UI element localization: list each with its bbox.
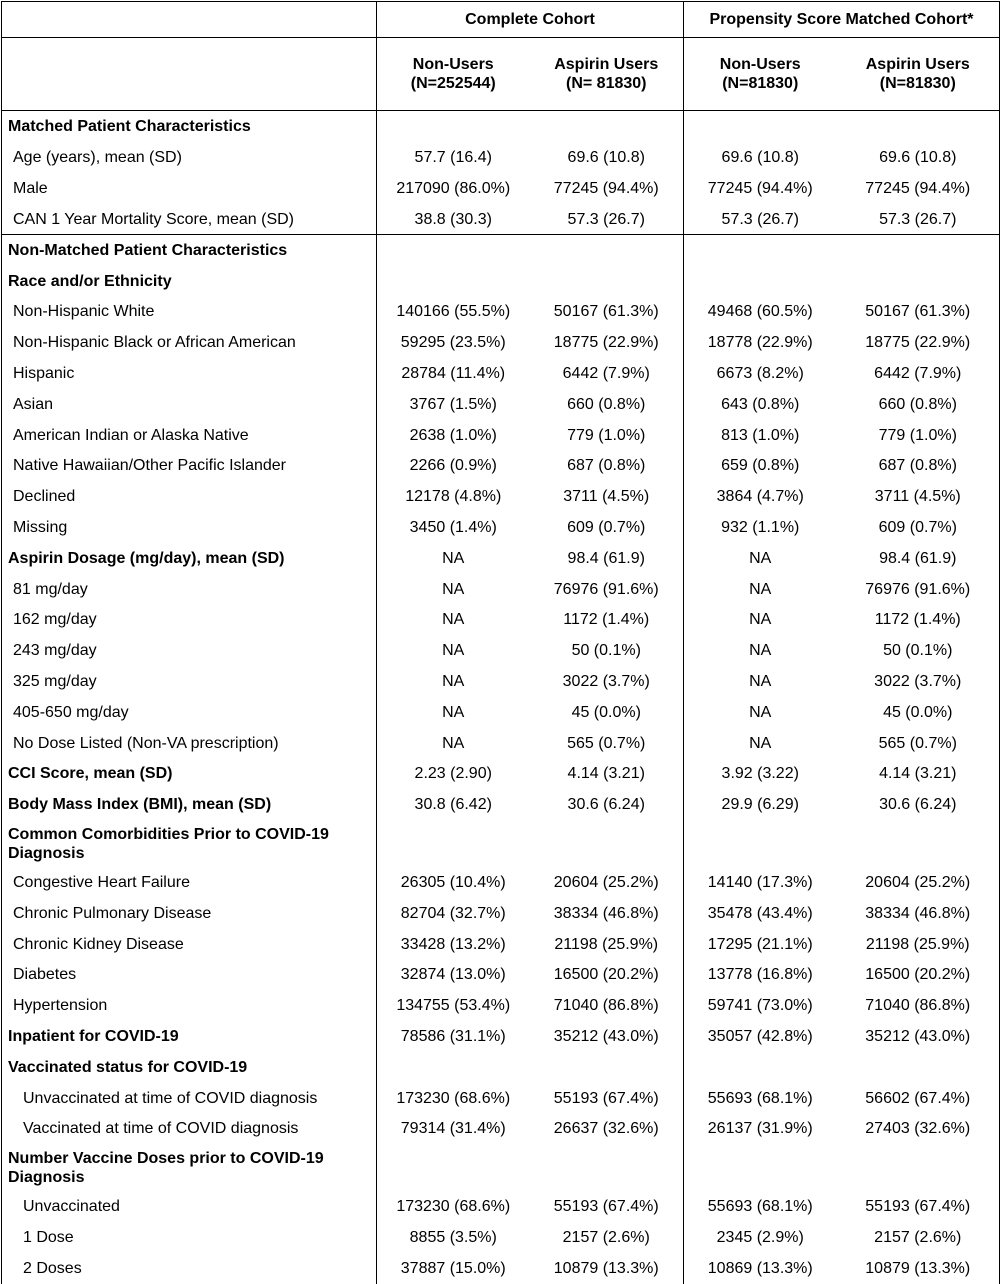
value-cell: 779 (1.0%): [837, 420, 1000, 451]
value-cell: [530, 111, 684, 143]
value-cell: 10879 (13.3%): [837, 1253, 1000, 1284]
value-cell: [684, 266, 837, 297]
value-cell: 37887 (15.0%): [377, 1253, 530, 1284]
value-cell: 4.14 (3.21): [837, 758, 1000, 789]
table-row: [2, 1222, 1000, 1253]
value-cell: 50 (0.1%): [571, 642, 641, 660]
value-cell: [530, 266, 684, 297]
row-label: Common Comorbidities Prior to COVID-19 Diagnosis: [2, 820, 377, 867]
value-cell: [377, 266, 530, 297]
value-cell: 57.3 (26.7): [567, 210, 645, 228]
table-row: [2, 450, 1000, 481]
value-cell: 32874 (13.0%): [377, 959, 530, 990]
value-cell: 3450 (1.4%): [377, 512, 530, 543]
table-row: [2, 266, 1000, 297]
row-label: Unvaccinated at time of COVID diagnosis: [2, 1083, 377, 1114]
table-row: [2, 1144, 1000, 1191]
value-cell: 29.9 (6.29): [684, 789, 837, 820]
value-cell: [530, 235, 684, 266]
corner-cell: [2, 2, 377, 38]
table-row: [2, 327, 1000, 358]
value-cell: NA: [684, 604, 837, 635]
value-cell: 779 (1.0%): [567, 426, 646, 444]
row-label: 162 mg/day: [2, 604, 377, 635]
row-label: Aspirin Dosage (mg/day), mean (SD): [2, 543, 377, 574]
value-cell: 30.6 (6.24): [837, 789, 1000, 820]
col-title: Non-Users: [412, 56, 494, 73]
value-cell: 8855 (3.5%): [377, 1222, 530, 1253]
value-cell: 3711 (4.5%): [563, 488, 650, 506]
value-cell: [684, 820, 837, 867]
table-row: [2, 358, 1000, 389]
row-label: 81 mg/day: [2, 574, 377, 605]
value-cell: 98.4 (61.9): [837, 543, 1000, 574]
table-row: [2, 143, 1000, 174]
row-label: Congestive Heart Failure: [2, 867, 377, 898]
value-cell: 77245 (94.4%): [684, 173, 837, 204]
row-label: Diabetes: [2, 959, 377, 990]
value-cell: NA: [377, 697, 530, 728]
table-row: [2, 867, 1000, 898]
value-cell: 26137 (31.9%): [684, 1113, 837, 1144]
value-cell: 33428 (13.2%): [377, 929, 530, 960]
value-cell: 16500 (20.2%): [553, 966, 659, 984]
value-cell: 49468 (60.5%): [684, 296, 837, 327]
value-cell: 687 (0.8%): [837, 450, 1000, 481]
value-cell: 1172 (1.4%): [837, 604, 1000, 635]
value-cell: [837, 820, 1000, 867]
table-row: [2, 1083, 1000, 1114]
value-cell: 687 (0.8%): [567, 457, 646, 475]
value-cell: 82704 (32.7%): [377, 898, 530, 929]
value-cell: 79314 (31.4%): [377, 1113, 530, 1144]
value-cell: 45 (0.0%): [837, 697, 1000, 728]
row-label: Inpatient for COVID-19: [2, 1021, 377, 1052]
value-cell: 609 (0.7%): [567, 518, 646, 536]
value-cell: 76976 (91.6%): [837, 574, 1000, 605]
row-label: Age (years), mean (SD): [2, 143, 377, 174]
table-row: [2, 959, 1000, 990]
value-cell: 18775 (22.9%): [553, 334, 659, 352]
row-label: Unvaccinated: [2, 1191, 377, 1222]
value-cell: 55693 (68.1%): [684, 1191, 837, 1222]
table-row: [2, 574, 1000, 605]
table-row: [2, 420, 1000, 451]
value-cell: 660 (0.8%): [567, 395, 646, 413]
value-cell: 565 (0.7%): [567, 734, 646, 752]
value-cell: 69.6 (10.8): [567, 149, 645, 167]
row-label: 405-650 mg/day: [2, 697, 377, 728]
value-cell: 6442 (7.9%): [837, 358, 1000, 389]
value-cell: 3.92 (3.22): [684, 758, 837, 789]
value-cell: 38334 (46.8%): [553, 904, 659, 922]
value-cell: 10879 (13.3%): [553, 1259, 659, 1277]
table-row: [2, 235, 1000, 266]
value-cell: [837, 1052, 1000, 1083]
value-cell: NA: [684, 728, 837, 759]
value-cell: 21198 (25.9%): [837, 929, 1000, 960]
row-label: Vaccinated status for COVID-19: [2, 1052, 377, 1083]
table-row: [2, 512, 1000, 543]
value-cell: 3022 (3.7%): [562, 672, 650, 690]
value-cell: 50167 (61.3%): [553, 303, 659, 321]
col-n: (N= 81830): [566, 75, 647, 92]
value-cell: 35212 (43.0%): [837, 1021, 1000, 1052]
value-cell: 38.8 (30.3): [377, 204, 530, 235]
value-cell: 660 (0.8%): [837, 389, 1000, 420]
value-cell: 565 (0.7%): [837, 728, 1000, 759]
value-cell: 609 (0.7%): [837, 512, 1000, 543]
value-cell: 173230 (68.6%): [377, 1083, 530, 1114]
value-cell: 77245 (94.4%): [553, 180, 659, 198]
complete-cohort-header: Complete Cohort: [377, 2, 684, 38]
table-row: [2, 543, 1000, 574]
value-cell: 2638 (1.0%): [377, 420, 530, 451]
value-cell: 26637 (32.6%): [553, 1120, 659, 1138]
row-label: Native Hawaiian/Other Pacific Islander: [2, 450, 377, 481]
value-cell: 134755 (53.4%): [377, 990, 530, 1021]
row-label: 2 Doses: [2, 1253, 377, 1284]
value-cell: 28784 (11.4%): [377, 358, 530, 389]
value-cell: 98.4 (61.9): [567, 549, 645, 567]
value-cell: 173230 (68.6%): [377, 1191, 530, 1222]
value-cell: [377, 1144, 530, 1191]
col-n: (N=81830): [722, 75, 799, 92]
value-cell: 18775 (22.9%): [837, 327, 1000, 358]
table-row: [2, 1191, 1000, 1222]
row-label: CAN 1 Year Mortality Score, mean (SD): [2, 204, 377, 235]
table-row: [2, 204, 1000, 235]
row-label: Declined: [2, 481, 377, 512]
value-cell: [837, 235, 1000, 266]
value-cell: [684, 111, 837, 143]
value-cell: 1172 (1.4%): [563, 611, 650, 629]
value-cell: 56602 (67.4%): [837, 1083, 1000, 1114]
value-cell: 26305 (10.4%): [377, 867, 530, 898]
value-cell: 71040 (86.8%): [553, 997, 659, 1015]
column-header-row: [2, 38, 1000, 111]
value-cell: 71040 (86.8%): [837, 990, 1000, 1021]
col-header-psm-aspirin: [837, 38, 1000, 111]
value-cell: NA: [377, 543, 530, 574]
value-cell: [684, 1144, 837, 1191]
value-cell: 3864 (4.7%): [684, 481, 837, 512]
table-row: [2, 728, 1000, 759]
table-row: [2, 481, 1000, 512]
value-cell: NA: [684, 635, 837, 666]
value-cell: 13778 (16.8%): [684, 959, 837, 990]
value-cell: 3767 (1.5%): [377, 389, 530, 420]
value-cell: 55193 (67.4%): [553, 1198, 659, 1216]
value-cell: 38334 (46.8%): [837, 898, 1000, 929]
col-header-psm-nonusers: [684, 38, 837, 111]
value-cell: 10869 (13.3%): [684, 1253, 837, 1284]
value-cell: [377, 820, 530, 867]
value-cell: 6673 (8.2%): [684, 358, 837, 389]
value-cell: 35057 (42.8%): [684, 1021, 837, 1052]
value-cell: 78586 (31.1%): [377, 1021, 530, 1052]
value-cell: 2266 (0.9%): [377, 450, 530, 481]
value-cell: 18778 (22.9%): [684, 327, 837, 358]
value-cell: 2157 (2.6%): [837, 1222, 1000, 1253]
row-label: Hypertension: [2, 990, 377, 1021]
table-row: [2, 1021, 1000, 1052]
value-cell: 2157 (2.6%): [562, 1228, 650, 1246]
value-cell: [684, 1052, 837, 1083]
col-header-complete-nonusers: [377, 38, 530, 111]
cohort-group-header-row: [2, 2, 1000, 38]
row-label: 243 mg/day: [2, 635, 377, 666]
col-n: (N=252544): [410, 75, 496, 92]
table-row: [2, 1113, 1000, 1144]
value-cell: NA: [377, 666, 530, 697]
col-n: (N=81830): [879, 75, 956, 92]
value-cell: 813 (1.0%): [684, 420, 837, 451]
value-cell: 30.8 (6.42): [377, 789, 530, 820]
value-cell: [530, 820, 684, 867]
col-title: Aspirin Users: [865, 56, 970, 73]
value-cell: 3022 (3.7%): [837, 666, 1000, 697]
value-cell: 659 (0.8%): [684, 450, 837, 481]
value-cell: 14140 (17.3%): [684, 867, 837, 898]
value-cell: 50 (0.1%): [837, 635, 1000, 666]
value-cell: 59741 (73.0%): [684, 990, 837, 1021]
col-header-complete-aspirin: [530, 38, 684, 111]
value-cell: 69.6 (10.8): [837, 143, 1000, 174]
value-cell: 57.3 (26.7): [684, 204, 837, 235]
row-label: Body Mass Index (BMI), mean (SD): [2, 789, 377, 820]
table-body: [2, 111, 1000, 1284]
value-cell: 12178 (4.8%): [377, 481, 530, 512]
value-cell: 217090 (86.0%): [377, 173, 530, 204]
value-cell: 55193 (67.4%): [553, 1089, 659, 1107]
row-label: Number Vaccine Doses prior to COVID-19 Diagnosis: [2, 1144, 377, 1191]
value-cell: 45 (0.0%): [571, 703, 641, 721]
cohort-characteristics-table: [1, 1, 1000, 1284]
value-cell: 50167 (61.3%): [837, 296, 1000, 327]
table-row: [2, 758, 1000, 789]
value-cell: 27403 (32.6%): [837, 1113, 1000, 1144]
value-cell: 140166 (55.5%): [377, 296, 530, 327]
row-label: American Indian or Alaska Native: [2, 420, 377, 451]
row-label: Non-Hispanic Black or African American: [2, 327, 377, 358]
value-cell: [377, 111, 530, 143]
table-row: [2, 111, 1000, 143]
value-cell: [530, 1144, 684, 1191]
row-label: Asian: [2, 389, 377, 420]
value-cell: 4.14 (3.21): [567, 765, 645, 783]
row-label: Non-Hispanic White: [2, 296, 377, 327]
table-row: [2, 697, 1000, 728]
corner-cell-2: [2, 38, 377, 111]
value-cell: 77245 (94.4%): [837, 173, 1000, 204]
value-cell: 20604 (25.2%): [837, 867, 1000, 898]
row-label: Vaccinated at time of COVID diagnosis: [2, 1113, 377, 1144]
value-cell: 76976 (91.6%): [553, 580, 659, 598]
table-row: [2, 898, 1000, 929]
value-cell: 35478 (43.4%): [684, 898, 837, 929]
value-cell: [530, 1052, 684, 1083]
value-cell: NA: [377, 604, 530, 635]
value-cell: 57.7 (16.4): [377, 143, 530, 174]
value-cell: 69.6 (10.8): [684, 143, 837, 174]
row-label: Chronic Kidney Disease: [2, 929, 377, 960]
row-label: CCI Score, mean (SD): [2, 758, 377, 789]
value-cell: 55193 (67.4%): [837, 1191, 1000, 1222]
value-cell: [377, 1052, 530, 1083]
value-cell: 30.6 (6.24): [567, 796, 645, 814]
row-label: Non-Matched Patient Characteristics: [2, 235, 377, 266]
value-cell: 643 (0.8%): [684, 389, 837, 420]
table-row: [2, 1253, 1000, 1284]
row-label: 325 mg/day: [2, 666, 377, 697]
value-cell: 35212 (43.0%): [553, 1027, 659, 1045]
value-cell: 6442 (7.9%): [562, 364, 650, 382]
row-label: Missing: [2, 512, 377, 543]
table-row: [2, 1052, 1000, 1083]
value-cell: 3711 (4.5%): [837, 481, 1000, 512]
value-cell: 2345 (2.9%): [684, 1222, 837, 1253]
table-row: [2, 666, 1000, 697]
table-row: [2, 789, 1000, 820]
table-row: [2, 389, 1000, 420]
value-cell: NA: [377, 728, 530, 759]
value-cell: 57.3 (26.7): [837, 204, 1000, 235]
value-cell: 21198 (25.9%): [554, 935, 659, 953]
row-label: 1 Dose: [2, 1222, 377, 1253]
row-label: Male: [2, 173, 377, 204]
value-cell: 59295 (23.5%): [377, 327, 530, 358]
row-label: Hispanic: [2, 358, 377, 389]
table-row: [2, 635, 1000, 666]
value-cell: [837, 1144, 1000, 1191]
table-row: [2, 929, 1000, 960]
col-title: Aspirin Users: [554, 56, 659, 73]
table-row: [2, 604, 1000, 635]
psm-cohort-header: Propensity Score Matched Cohort*: [684, 2, 1000, 38]
value-cell: 55693 (68.1%): [684, 1083, 837, 1114]
value-cell: 20604 (25.2%): [553, 873, 659, 891]
value-cell: 16500 (20.2%): [837, 959, 1000, 990]
value-cell: NA: [684, 666, 837, 697]
row-label: Matched Patient Characteristics: [2, 111, 377, 143]
value-cell: 932 (1.1%): [684, 512, 837, 543]
table-row: [2, 820, 1000, 867]
row-label: Race and/or Ethnicity: [2, 266, 377, 297]
table-row: [2, 173, 1000, 204]
value-cell: NA: [684, 543, 837, 574]
value-cell: NA: [684, 574, 837, 605]
col-title: Non-Users: [719, 56, 801, 73]
value-cell: [837, 111, 1000, 143]
value-cell: 2.23 (2.90): [377, 758, 530, 789]
value-cell: NA: [684, 697, 837, 728]
value-cell: [377, 235, 530, 266]
table-row: [2, 296, 1000, 327]
table-row: [2, 990, 1000, 1021]
value-cell: [837, 266, 1000, 297]
row-label: No Dose Listed (Non-VA prescription): [2, 728, 377, 759]
value-cell: NA: [377, 635, 530, 666]
value-cell: [684, 235, 837, 266]
value-cell: 17295 (21.1%): [684, 929, 837, 960]
value-cell: NA: [377, 574, 530, 605]
row-label: Chronic Pulmonary Disease: [2, 898, 377, 929]
